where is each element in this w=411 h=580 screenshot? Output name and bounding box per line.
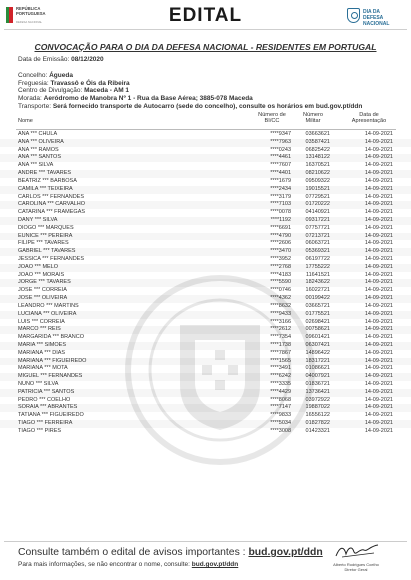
emission-date [18, 56, 104, 63]
cell-data: 14-09-2021 [364, 396, 393, 403]
cell-nome: CAMILA *** TEIXEIRA [18, 185, 73, 192]
defesa-nacional-shield-icon [347, 8, 360, 23]
cell-bi: ****1679 [270, 177, 291, 184]
table-row [0, 186, 411, 194]
cell-data: 14-09-2021 [364, 138, 393, 145]
cell-nome: SORAIA *** ABRANTES [18, 404, 78, 411]
cell-data: 14-09-2021 [364, 185, 393, 192]
cell-bi: ****3470 [270, 248, 291, 255]
footer-title-text: Consulte também o edital de avisos importantes [18, 547, 240, 558]
cell-bi: ****2612 [270, 326, 291, 333]
cell-bi: ****6242 [270, 373, 291, 380]
cell-nome: PEDRO *** COELHO [18, 396, 71, 403]
cell-nome: LUCIANA *** OLIVEIRA [18, 310, 77, 317]
cell-data: 14-09-2021 [364, 224, 393, 231]
table-row [0, 311, 411, 319]
table-row [0, 295, 411, 303]
table-row [0, 287, 411, 295]
cell-data: 14-09-2021 [364, 412, 393, 419]
cell-militar: 08210622 [305, 170, 330, 177]
cell-bi: ****2434 [270, 185, 291, 192]
header-divider [16, 129, 396, 130]
cell-militar: 14896422 [305, 349, 330, 356]
cell-data: 14-09-2021 [364, 404, 393, 411]
table-row [0, 412, 411, 420]
cell-bi: ****6691 [270, 224, 291, 231]
centro-value: Maceda - AM 1 [84, 87, 130, 95]
cell-data: 14-09-2021 [364, 263, 393, 270]
logo-left-sub: DEFESA NACIONAL [16, 20, 43, 24]
cell-data: 14-09-2021 [364, 279, 393, 286]
cell-militar: 17755222 [305, 263, 330, 270]
cell-militar: 04007921 [305, 373, 330, 380]
cell-militar: 16370521 [305, 162, 330, 169]
cell-militar: 06307421 [305, 341, 330, 348]
cell-nome: MARIANA *** FIGUEIREDO [18, 357, 87, 364]
cell-bi: ****8068 [270, 396, 291, 403]
footer-info [18, 561, 238, 568]
cell-data: 14-09-2021 [364, 381, 393, 387]
table-row [0, 248, 411, 256]
cell-nome: GABRIEL *** TAVARES [18, 248, 76, 255]
cell-nome: TIAGO *** FERREIRA [18, 420, 73, 427]
concelho-value: Águeda [49, 72, 73, 79]
cell-nome: ANDRE *** TAVARES [18, 170, 72, 177]
cell-data: 14-09-2021 [364, 302, 393, 309]
cell-bi: ****0078 [270, 209, 291, 216]
logo-left-line1: REPÚBLICA [16, 6, 41, 11]
cell-nome: LUIS *** CORREIA [18, 318, 65, 325]
cell-militar: 03972922 [305, 396, 330, 403]
cell-nome: JOSE *** CORREIA [18, 287, 67, 294]
cell-militar: 07757721 [305, 224, 330, 231]
cell-data: 14-09-2021 [364, 295, 393, 302]
table-row [0, 428, 411, 436]
cell-nome: TIAGO *** PIRES [18, 427, 62, 434]
footer-info-text: Para mais informações, se não encontrar o nome, consulte: [18, 561, 190, 568]
cell-bi: ****3491 [270, 365, 291, 372]
table-body [0, 131, 411, 436]
cell-bi: ****0746 [270, 287, 291, 294]
footer [4, 541, 407, 579]
dia-defesa-nacional-logo [347, 8, 405, 26]
cell-data: 14-09-2021 [364, 240, 393, 247]
table-row [0, 404, 411, 412]
col-militar-line1: Número [303, 112, 323, 118]
cell-militar: 07729521 [305, 193, 330, 200]
cell-nome: LEANDRO *** MARTINS [18, 302, 79, 309]
cell-data: 14-09-2021 [364, 357, 393, 364]
cell-nome: EUNICE *** PEREIRA [18, 232, 73, 239]
logo-right-line1: DIA DA [363, 9, 381, 15]
cell-data: 14-09-2021 [364, 420, 393, 427]
table-row [0, 279, 411, 287]
cell-nome: BEATRIZ *** BARBOSA [18, 177, 77, 184]
cell-bi: ****7867 [270, 349, 291, 356]
cell-data: 14-09-2021 [364, 209, 393, 216]
cell-data: 14-09-2021 [364, 334, 393, 341]
cell-bi: ****7103 [270, 201, 291, 208]
cell-militar: 16022721 [305, 287, 330, 294]
cell-nome: ANA *** SANTOS [18, 154, 61, 161]
cell-militar: 03663621 [305, 131, 330, 137]
cell-data: 14-09-2021 [364, 256, 393, 262]
transporte-label: Transporte: [18, 102, 51, 110]
cell-data: 14-09-2021 [364, 162, 393, 169]
footer-info-link[interactable]: bud.gov.pt/ddn [191, 561, 239, 568]
cell-nome: ANA *** RAMOS [18, 146, 59, 153]
cell-militar: 02698421 [305, 318, 330, 325]
cell-nome: JOAO *** MORAIS [18, 271, 65, 278]
cell-militar: 04140921 [305, 209, 330, 216]
cell-nome: JESSICA *** FERNANDES [18, 256, 85, 262]
cell-nome: MARIANA *** MOTA [18, 365, 68, 372]
table-row [0, 397, 411, 405]
cell-bi: ****4461 [270, 154, 291, 161]
concelho-label: Concelho: [18, 72, 48, 79]
cell-bi: ****9833 [270, 412, 291, 419]
cell-militar: 13148122 [305, 154, 330, 161]
cell-militar: 19015521 [305, 185, 330, 192]
cell-nome: CARLOS *** FERNANDES [18, 193, 85, 200]
cell-nome: ANA *** CHULA [18, 131, 58, 137]
footer-title: Consulte também o edital de avisos importantes : bud.gov.pt/ddn [18, 547, 323, 558]
table-row [0, 350, 411, 358]
table-row [0, 170, 411, 178]
col-data-line2: Apresentação [351, 117, 387, 124]
logo-right-line2: DEFESA NACIONAL [363, 15, 390, 27]
table-row [0, 365, 411, 373]
signatory [310, 562, 402, 572]
table-row [0, 209, 411, 217]
table-row [0, 326, 411, 334]
cell-nome: MARIANA *** DIAS [18, 349, 66, 356]
table-row [0, 264, 411, 272]
cell-data: 14-09-2021 [364, 131, 393, 137]
transporte-value: Será fornecido transporte de Autocarro (sede do concelho), consulte os horários em bud.gov.pt/ddn [52, 102, 363, 110]
freguesia-label: Freguesia: [18, 79, 49, 87]
cell-militar: 09509322 [305, 177, 330, 184]
cell-militar: 18243622 [305, 279, 330, 286]
centro-label: Centro de Divulgação: [18, 87, 83, 95]
table-row [0, 139, 411, 147]
cell-bi: ****9433 [270, 310, 291, 317]
table-header [0, 113, 411, 129]
morada-row [18, 95, 362, 103]
cell-militar: 00758621 [305, 326, 330, 333]
cell-data: 14-09-2021 [364, 232, 393, 239]
cell-bi: ****3335 [270, 381, 291, 387]
cell-militar: 06197722 [305, 256, 330, 262]
table-row [0, 373, 411, 381]
table-row [0, 217, 411, 225]
signatory-name: Alberto Rodrigues Coelho [333, 562, 379, 567]
cell-militar: 01086621 [305, 365, 330, 372]
concelho-row [18, 72, 362, 80]
cell-militar: 06063721 [305, 240, 330, 247]
cell-bi: ****1192 [270, 216, 291, 223]
logo-left-line2: PORTUGUESA [16, 10, 46, 16]
cell-nome: CATARINA *** FRAMEGAS [18, 209, 86, 216]
table-row [0, 342, 411, 350]
col-militar-line2: Militar [305, 117, 321, 124]
cell-militar: 06825422 [305, 146, 330, 153]
col-bi [253, 113, 291, 124]
cell-data: 14-09-2021 [364, 373, 393, 380]
table-row [0, 420, 411, 428]
table-row [0, 147, 411, 155]
cell-data: 14-09-2021 [364, 146, 393, 153]
table-row [0, 131, 411, 139]
cell-nome: MARGARIDA *** BRANCO [18, 334, 85, 341]
cell-bi: ****3179 [270, 193, 291, 200]
location-info [18, 72, 362, 111]
cell-data: 14-09-2021 [364, 248, 393, 255]
cell-bi: ****7963 [270, 138, 291, 145]
cell-nome: ANA *** SILVA [18, 162, 54, 169]
table-row [0, 272, 411, 280]
cell-militar: 11641521 [305, 271, 330, 278]
morada-value: Aeródromo de Manobra Nº 1 - Rua da Base Aérea; 3885-078 Maceda [43, 95, 253, 103]
cell-bi: ****4790 [270, 232, 291, 239]
cell-bi: ****9347 [270, 131, 291, 137]
cell-nome: MARIA *** SIMOES [18, 341, 66, 348]
cell-bi: ****3008 [270, 427, 291, 434]
col-bi-line2: BI/CC [264, 117, 280, 124]
cell-militar: 03587421 [305, 138, 330, 145]
cell-bi: ****7147 [270, 404, 291, 411]
cell-militar: 09317221 [305, 216, 330, 223]
signatory-role: Diretor Geral [344, 567, 368, 572]
morada-label: Morada: [18, 95, 42, 103]
cell-nome: JORGE *** TAVARES [18, 279, 71, 286]
cell-data: 14-09-2021 [364, 310, 393, 317]
col-nome: Nome [18, 118, 33, 124]
cell-bi: ****3952 [270, 256, 291, 262]
cell-nome: MIGUEL *** FERNANDES [18, 373, 83, 380]
cell-data: 14-09-2021 [364, 365, 393, 372]
cell-bi: ****5034 [270, 420, 291, 427]
cell-data: 14-09-2021 [364, 201, 393, 208]
cell-militar: 05369321 [305, 248, 330, 255]
cell-militar: 18317221 [305, 357, 330, 364]
cell-militar: 13736421 [305, 388, 330, 395]
cell-bi: ****5590 [270, 279, 291, 286]
cell-bi: ****1738 [270, 341, 291, 348]
cell-bi: ****3166 [270, 318, 291, 325]
cell-data: 14-09-2021 [364, 326, 393, 333]
cell-bi: ****8632 [270, 302, 291, 309]
col-bi-line1: Número de [258, 112, 286, 118]
transporte-row [18, 103, 362, 111]
cell-nome: NUNO *** SILVA [18, 381, 59, 387]
table-row [0, 358, 411, 366]
cell-nome: JOSE *** OLIVEIRA [18, 295, 68, 302]
footer-title-link[interactable]: bud.gov.pt/ddn [248, 547, 323, 558]
cell-nome: TATIANA *** FIGUEIREDO [18, 412, 84, 419]
cell-data: 14-09-2021 [364, 271, 393, 278]
cell-nome: ANA *** OLIVEIRA [18, 138, 64, 145]
cell-data: 14-09-2021 [364, 388, 393, 395]
table-row [0, 334, 411, 342]
freguesia-value: Travassô e Óis da Ribeira [50, 79, 130, 87]
cell-militar: 01836721 [305, 381, 330, 387]
cell-bi: ****7607 [270, 162, 291, 169]
cell-data: 14-09-2021 [364, 154, 393, 161]
table-row [0, 256, 411, 264]
table-row [0, 319, 411, 327]
table-row [0, 240, 411, 248]
cell-bi: ****4183 [270, 271, 291, 278]
cell-nome: DANY *** SILVA [18, 216, 58, 223]
table-row [0, 201, 411, 209]
cell-nome: JOAO *** MELO [18, 263, 59, 270]
cell-nome: FILIPE *** TAVARES [18, 240, 69, 247]
cell-militar: 00199422 [305, 295, 330, 302]
cell-data: 14-09-2021 [364, 216, 393, 223]
cell-militar: 01423321 [305, 427, 330, 434]
cell-nome: CAROLINA *** CARVALHO [18, 201, 86, 208]
table-row [0, 162, 411, 170]
table-row [0, 154, 411, 162]
cell-militar: 01775521 [305, 310, 330, 317]
table-row [0, 194, 411, 202]
table-row [0, 225, 411, 233]
emission-value: 08/12/2020 [71, 56, 104, 63]
freguesia-row [18, 80, 362, 88]
cell-militar: 19887022 [305, 404, 330, 411]
cell-nome: PATRICIA *** SANTOS [18, 388, 75, 395]
cell-militar: 01720222 [305, 201, 330, 208]
cell-data: 14-09-2021 [364, 341, 393, 348]
cell-militar: 09601421 [305, 334, 330, 341]
cell-militar: 16556122 [305, 412, 330, 419]
cell-bi: ****2606 [270, 240, 291, 247]
centro-row [18, 87, 362, 95]
cell-nome: DIOGO *** MARQUES [18, 224, 74, 231]
cell-data: 14-09-2021 [364, 177, 393, 184]
cell-data: 14-09-2021 [364, 170, 393, 177]
table-row [0, 178, 411, 186]
table-row [0, 303, 411, 311]
cell-data: 14-09-2021 [364, 427, 393, 434]
cell-data: 14-09-2021 [364, 349, 393, 356]
cell-militar: 03665721 [305, 302, 330, 309]
convocation-subtitle: CONVOCAÇÃO PARA O DIA DA DEFESA NACIONAL - RESIDENTES EM PORTUGAL [34, 42, 377, 52]
col-data [345, 113, 393, 124]
cell-bi: ****1565 [270, 357, 291, 364]
cell-bi: ****7354 [270, 334, 291, 341]
cell-bi: ****4429 [270, 388, 291, 395]
signature-icon [334, 542, 382, 560]
cell-bi: ****4401 [270, 170, 291, 177]
cell-nome: MARCO *** REIS [18, 326, 61, 333]
header [4, 4, 407, 30]
col-data-line1: Data de [359, 112, 379, 118]
page-title: EDITAL [168, 5, 243, 26]
cell-militar: 07213721 [305, 232, 330, 239]
cell-militar: 01827822 [305, 420, 330, 427]
cell-bi: ****4362 [270, 295, 291, 302]
cell-data: 14-09-2021 [364, 287, 393, 294]
cell-data: 14-09-2021 [364, 318, 393, 325]
emission-label: Data de Emissão: [18, 56, 70, 63]
table-row [0, 233, 411, 241]
cell-bi: ****0243 [270, 146, 291, 153]
cell-data: 14-09-2021 [364, 193, 393, 200]
table-row [0, 381, 411, 389]
table-row [0, 389, 411, 397]
col-militar [296, 113, 330, 124]
cell-bi: ****2768 [270, 263, 291, 270]
